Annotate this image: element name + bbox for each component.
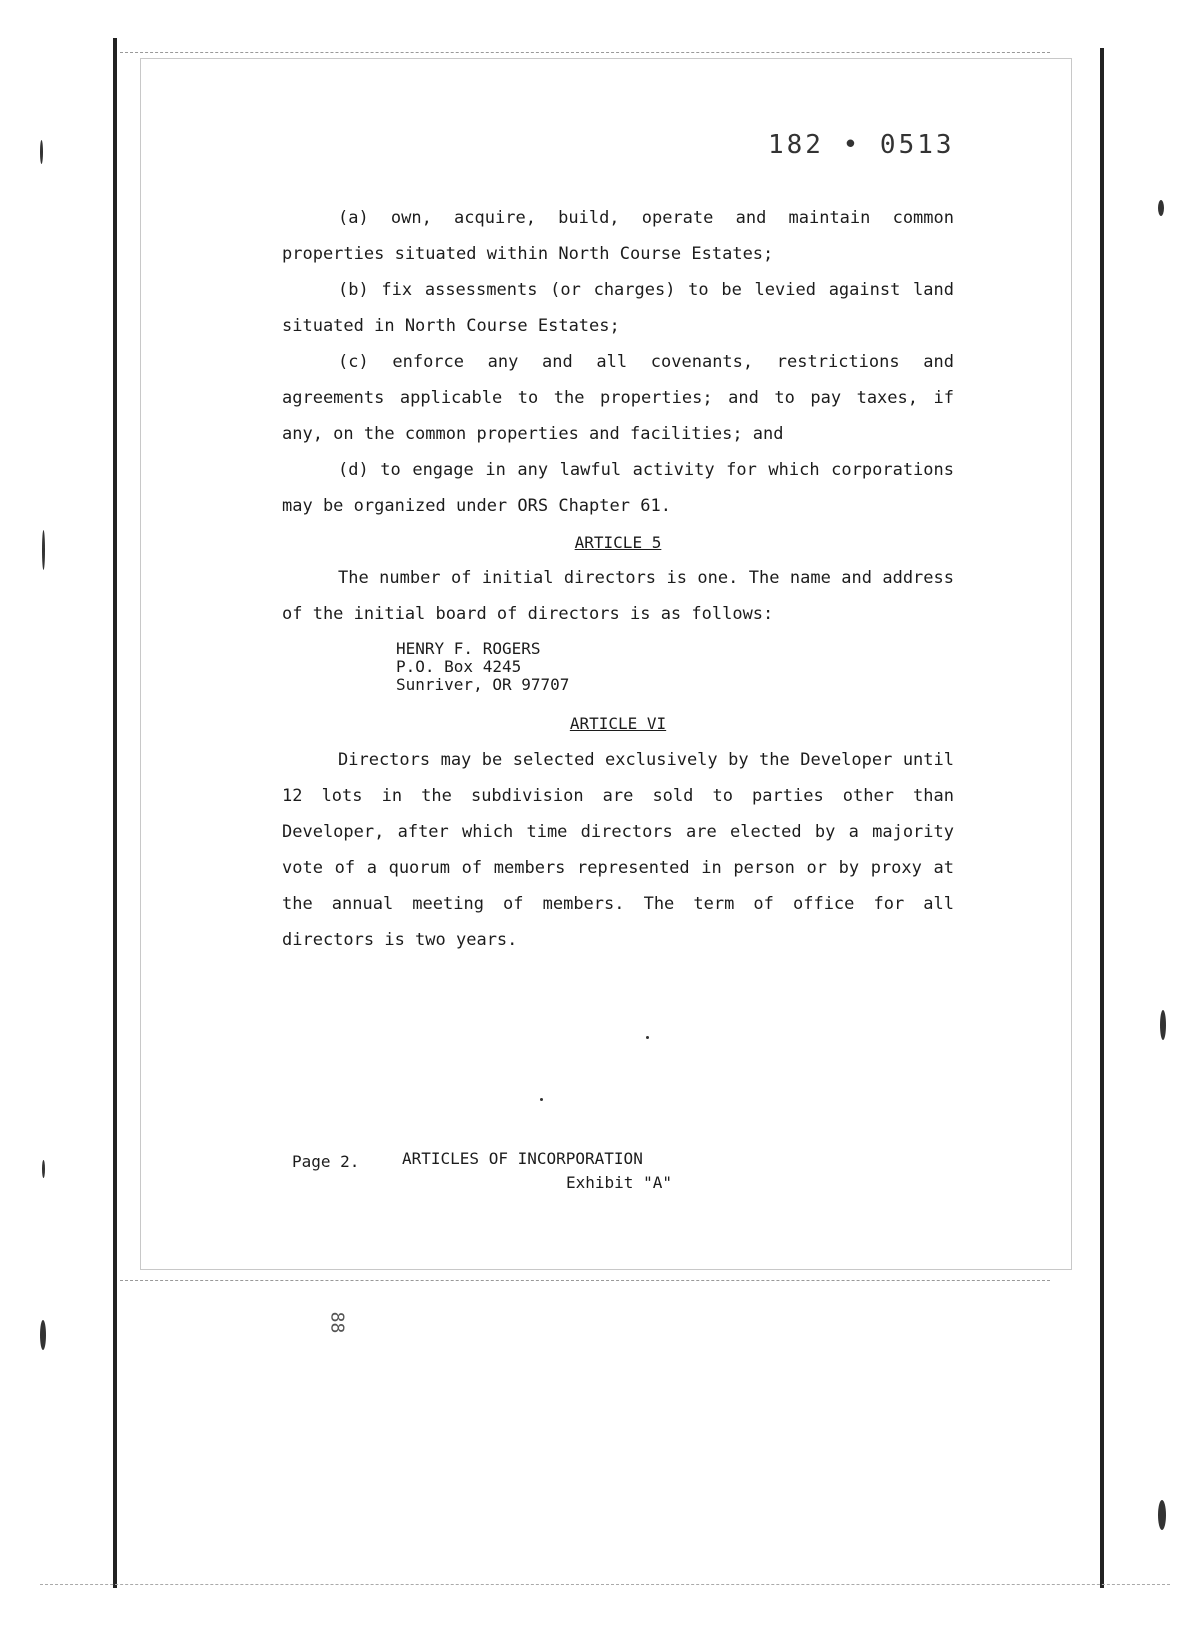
article-5-text: The number of initial directors is one. The name and address of the initial board of directors is as follows: (282, 568, 954, 624)
recording-number: 182 • 0513 (768, 130, 955, 160)
scan-speck (1160, 1010, 1166, 1040)
article-6-text: Directors may be selected exclusively by the Developer until 12 lots in the subdivision are sold to parties other than Developer, after which time directors are elected by a majority vote of a quorum of members represented in person or by proxy at the annual meeting of members. The term of office for all directors is two years. (282, 750, 954, 950)
director-city: Sunriver, OR 97707 (396, 675, 570, 694)
scan-speck (646, 1036, 649, 1039)
director-address (396, 640, 569, 694)
paragraph-b: (b) fix assessments (or charges) to be levied against land situated in North Course Estates; (282, 280, 954, 336)
footer-page-number: Page 2. (292, 1152, 360, 1171)
paragraph-a: (a) own, acquire, build, operate and maintain common properties situated within North Course Estates; (282, 208, 954, 264)
article-6-heading: ARTICLE VI (569, 714, 667, 733)
director-name: HENRY F. ROGERS (396, 639, 541, 658)
scan-edge-lower (40, 1584, 1170, 1586)
scan-speck (42, 1160, 45, 1178)
paragraph-c: (c) enforce any and all covenants, restrictions and agreements applicable to the properties; and to pay taxes, if any, on the common properties and facilities; and (282, 352, 954, 444)
scan-border-left (113, 38, 117, 1588)
margin-mark: 88 (326, 1311, 348, 1334)
director-po-box: P.O. Box 4245 (396, 657, 522, 676)
scan-edge-bottom (120, 1280, 1050, 1282)
paragraph-d: (d) to engage in any lawful activity for which corporations may be organized under ORS Chapter 61. (282, 460, 954, 516)
scan-speck (40, 1320, 46, 1350)
footer-exhibit: Exhibit "A" (566, 1173, 672, 1192)
scan-edge-top (120, 52, 1050, 54)
scan-speck (1158, 1500, 1166, 1530)
scan-speck (42, 530, 45, 570)
article-5-heading: ARTICLE 5 (574, 533, 662, 552)
scan-border-right (1100, 48, 1104, 1588)
footer-title: ARTICLES OF INCORPORATION (402, 1149, 643, 1168)
scan-speck (40, 140, 43, 164)
scan-speck (540, 1098, 543, 1101)
scan-speck (1158, 200, 1164, 216)
